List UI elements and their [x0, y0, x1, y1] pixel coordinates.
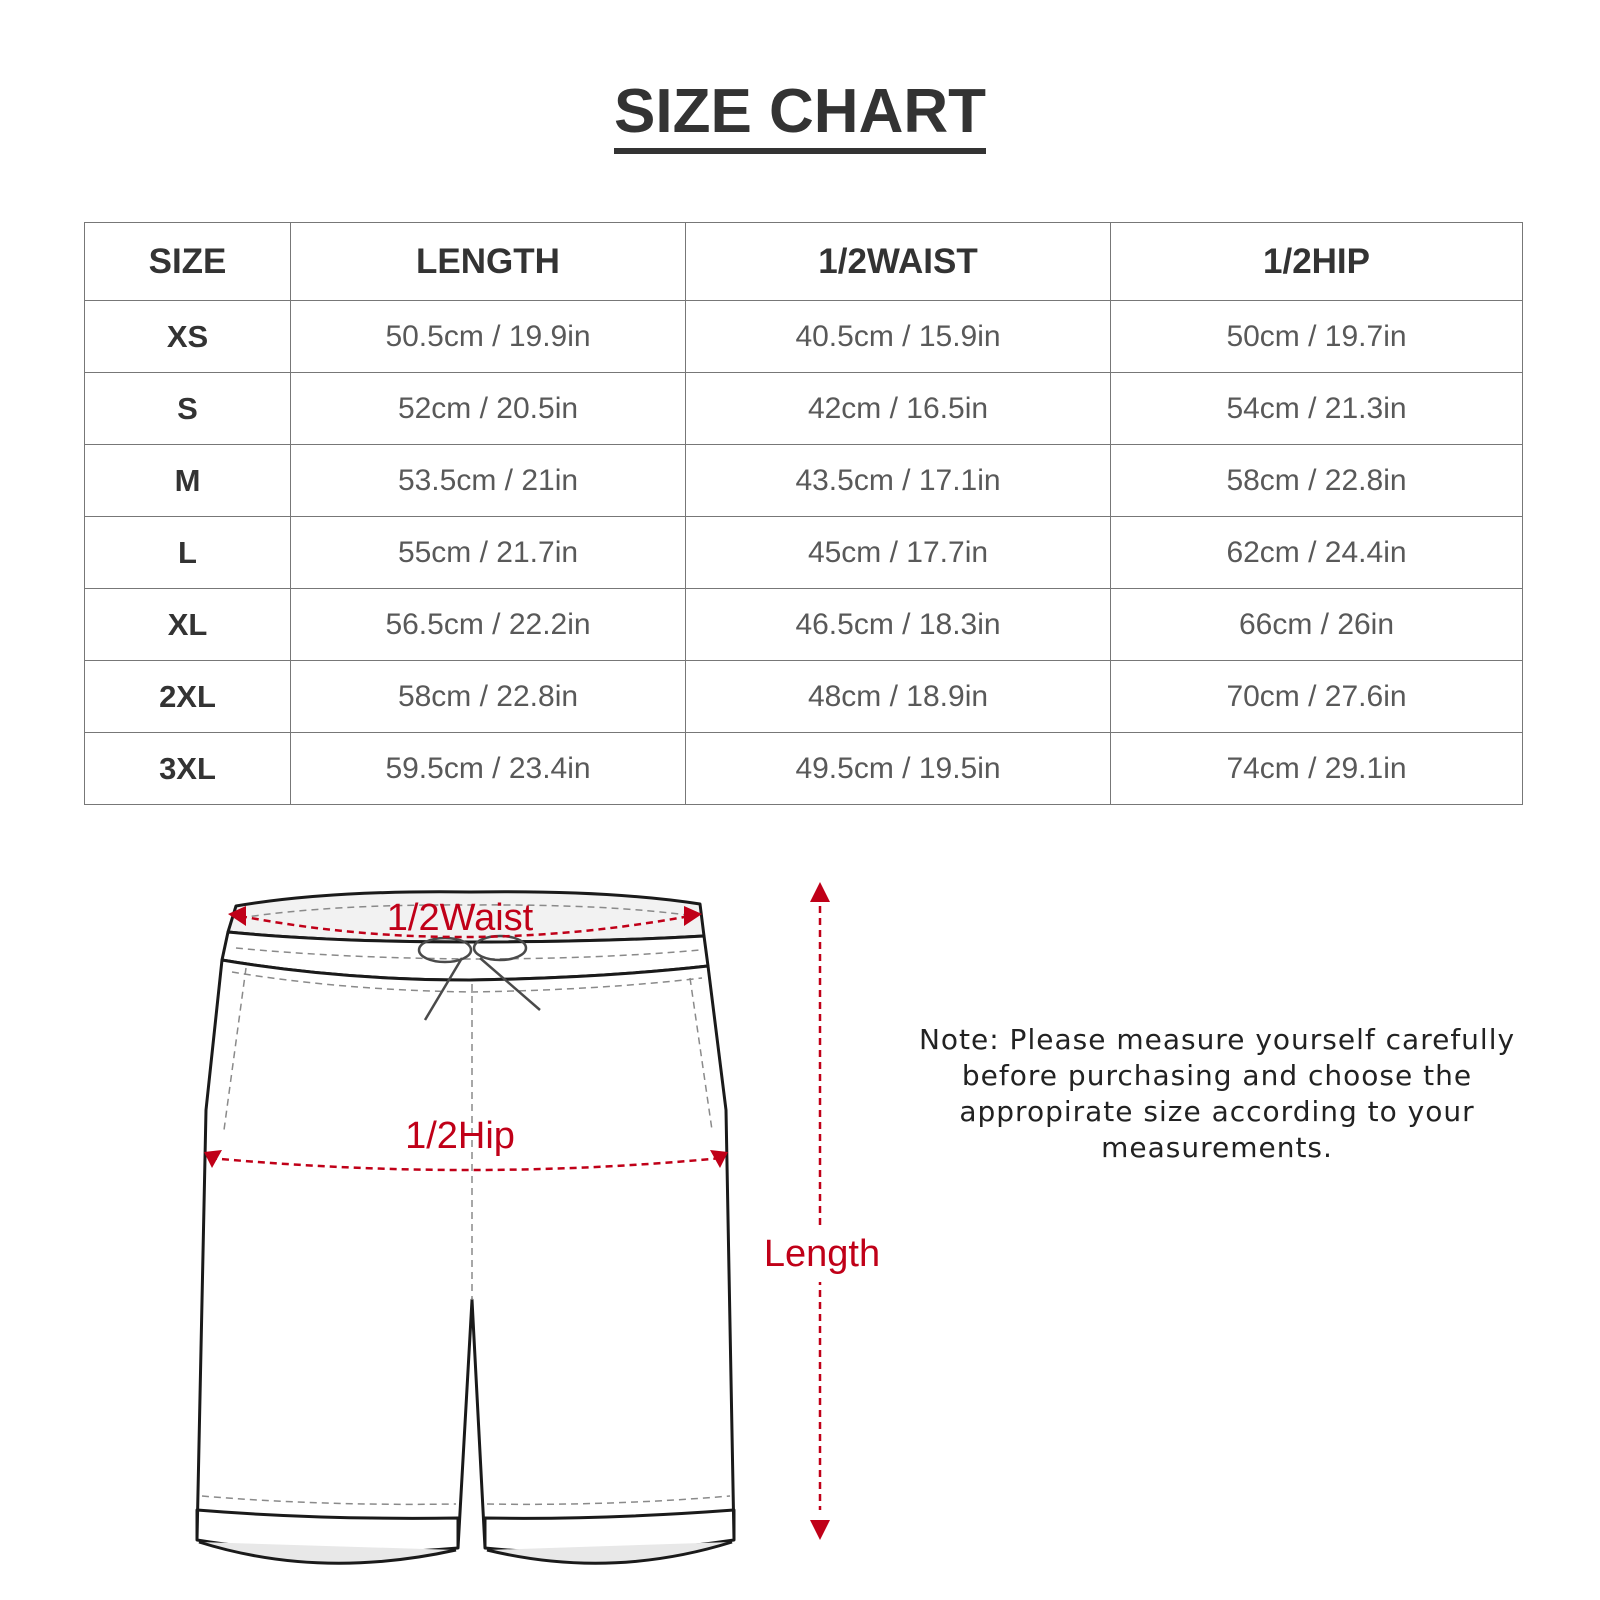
length-cell: 59.5cm / 23.4in: [291, 733, 686, 805]
page-title-text: SIZE CHART: [614, 78, 986, 154]
table-row: [85, 661, 1523, 733]
length-label: Length: [763, 1233, 881, 1275]
size-cell: 3XL: [85, 733, 291, 805]
table-row: [85, 445, 1523, 517]
waist-cell: 43.5cm / 17.1in: [686, 445, 1111, 517]
length-cell: 56.5cm / 22.2in: [291, 589, 686, 661]
table-body: [85, 301, 1523, 805]
length-cell: 50.5cm / 19.9in: [291, 301, 686, 373]
page-title: [0, 78, 1600, 154]
hip-cell: 74cm / 29.1in: [1111, 733, 1523, 805]
size-cell: S: [85, 373, 291, 445]
waist-cell: 48cm / 18.9in: [686, 661, 1111, 733]
waist-cell: 42cm / 16.5in: [686, 373, 1111, 445]
waist-cell: 46.5cm / 18.3in: [686, 589, 1111, 661]
table-row: [85, 517, 1523, 589]
table-row: [85, 733, 1523, 805]
column-header-length: LENGTH: [291, 223, 686, 301]
hip-cell: 70cm / 27.6in: [1111, 661, 1523, 733]
size-table: [84, 222, 1523, 805]
size-cell: XS: [85, 301, 291, 373]
table-row: [85, 373, 1523, 445]
hip-cell: 62cm / 24.4in: [1111, 517, 1523, 589]
waist-cell: 45cm / 17.7in: [686, 517, 1111, 589]
table-row: [85, 589, 1523, 661]
waist-cell: 40.5cm / 15.9in: [686, 301, 1111, 373]
measurement-note: Note: Please measure yourself carefully before purchasing and choose the appropirate size according to your measurements.: [918, 1023, 1516, 1164]
length-cell: 58cm / 22.8in: [291, 661, 686, 733]
hip-cell: 54cm / 21.3in: [1111, 373, 1523, 445]
size-cell: 2XL: [85, 661, 291, 733]
size-cell: L: [85, 517, 291, 589]
length-cell: 55cm / 21.7in: [291, 517, 686, 589]
waist-label: 1/2Waist: [386, 897, 534, 939]
hip-cell: 66cm / 26in: [1111, 589, 1523, 661]
shorts-diagram: [0, 860, 960, 1600]
length-cell: 53.5cm / 21in: [291, 445, 686, 517]
hip-cell: 50cm / 19.7in: [1111, 301, 1523, 373]
hip-cell: 58cm / 22.8in: [1111, 445, 1523, 517]
column-header-waist: 1/2WAIST: [686, 223, 1111, 301]
size-cell: M: [85, 445, 291, 517]
table-header-row: [85, 223, 1523, 301]
table-row: [85, 301, 1523, 373]
waist-cell: 49.5cm / 19.5in: [686, 733, 1111, 805]
column-header-hip: 1/2HIP: [1111, 223, 1523, 301]
size-cell: XL: [85, 589, 291, 661]
length-cell: 52cm / 20.5in: [291, 373, 686, 445]
hip-label: 1/2Hip: [405, 1115, 515, 1157]
column-header-size: SIZE: [85, 223, 291, 301]
